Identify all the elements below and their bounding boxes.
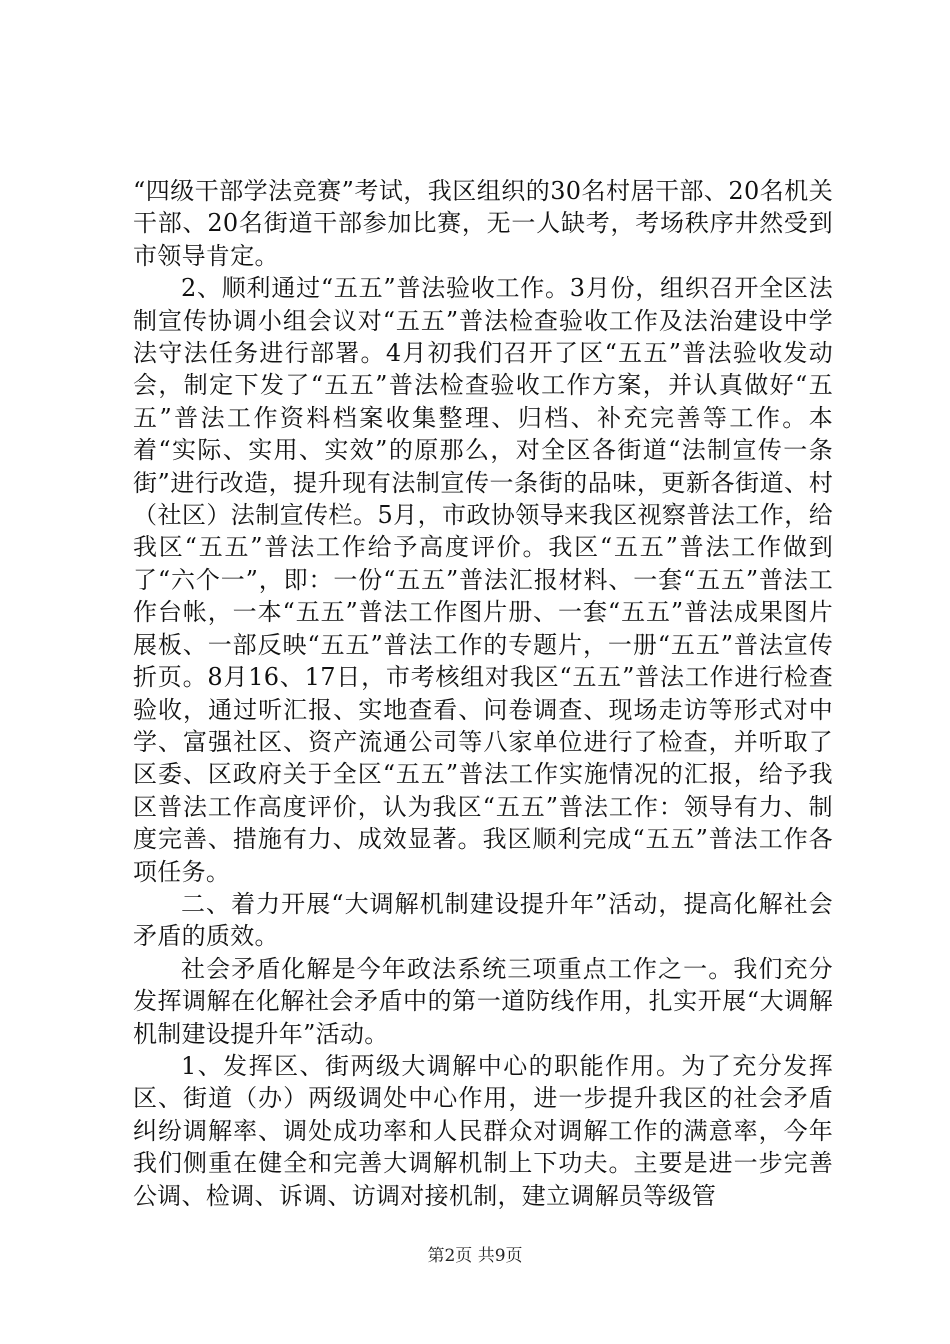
document-body	[133, 175, 833, 1212]
paragraph-3: 二、着力开展“大调解机制建设提升年”活动，提高化解社会矛盾的质效。	[133, 889, 833, 951]
paragraph-5: 1、发挥区、街两级大调解中心的职能作用。为了充分发挥区、街道（办）两级调处中心作用，进一步提升我区的社会矛盾纠纷调解率、调处成功率和人民群众对调解工作的满意率，今年我们侧重在健全和完善大调解机制上下功夫。主要是进一步完善公调、检调、诉调、访调对接机制，建立调解员等级管	[133, 1051, 833, 1210]
paragraph-1: “四级干部学法竞赛”考试，我区组织的30名村居干部、20名机关干部、20名街道干部参加比赛，无一人缺考，考场秩序井然受到市领导肯定。	[133, 177, 833, 270]
paragraph-4: 社会矛盾化解是今年政法系统三项重点工作之一。我们充分发挥调解在化解社会矛盾中的第一道防线作用，扎实开展“大调解机制建设提升年”活动。	[133, 954, 833, 1048]
page-footer: 第2页 共9页	[427, 1246, 523, 1266]
paragraph-2: 2、顺利通过“五五”普法验收工作。3月份，组织召开全区法制宣传协调小组会议对“五五”普法检查验收工作及法治建设中学法守法任务进行部署。4月初我们召开了区“五五”普法验收发动会，制定下发了“五五”普法检查验收工作方案，并认真做好“五五”普法工作资料档案收集整理、归档、补充完善等工作。本着“实际、实用、实效”的原那么，对全区各街道“法制宣传一条街”进行改造，提升现有法制宣传一条街的品味，更新各街道、村（社区）法制宣传栏。5月，市政协领导来我区视察普法工作，给我区“五五”普法工作给予高度评价。我区“五五”普法工作做到了“六个一”，即：一份“五五”普法汇报材料、一套“五五”普法工作台帐，一本“五五”普法工作图片册、一套“五五”普法成果图片展板、一部反映“五五”普法工作的专题片，一册“五五”普法宣传折页。8月16、17日，市考核组对我区“五五”普法工作进行检查验收，通过听汇报、实地查看、问卷调查、现场走访等形式对中学、富强社区、资产流通公司等八家单位进行了检查，并听取了区委、区政府关于全区“五五”普法工作实施情况的汇报，给予我区普法工作高度评价，认为我区“五五”普法工作：领导有力、制度完善、措施有力、成效显著。我区顺利完成“五五”普法工作各项任务。	[133, 274, 833, 886]
